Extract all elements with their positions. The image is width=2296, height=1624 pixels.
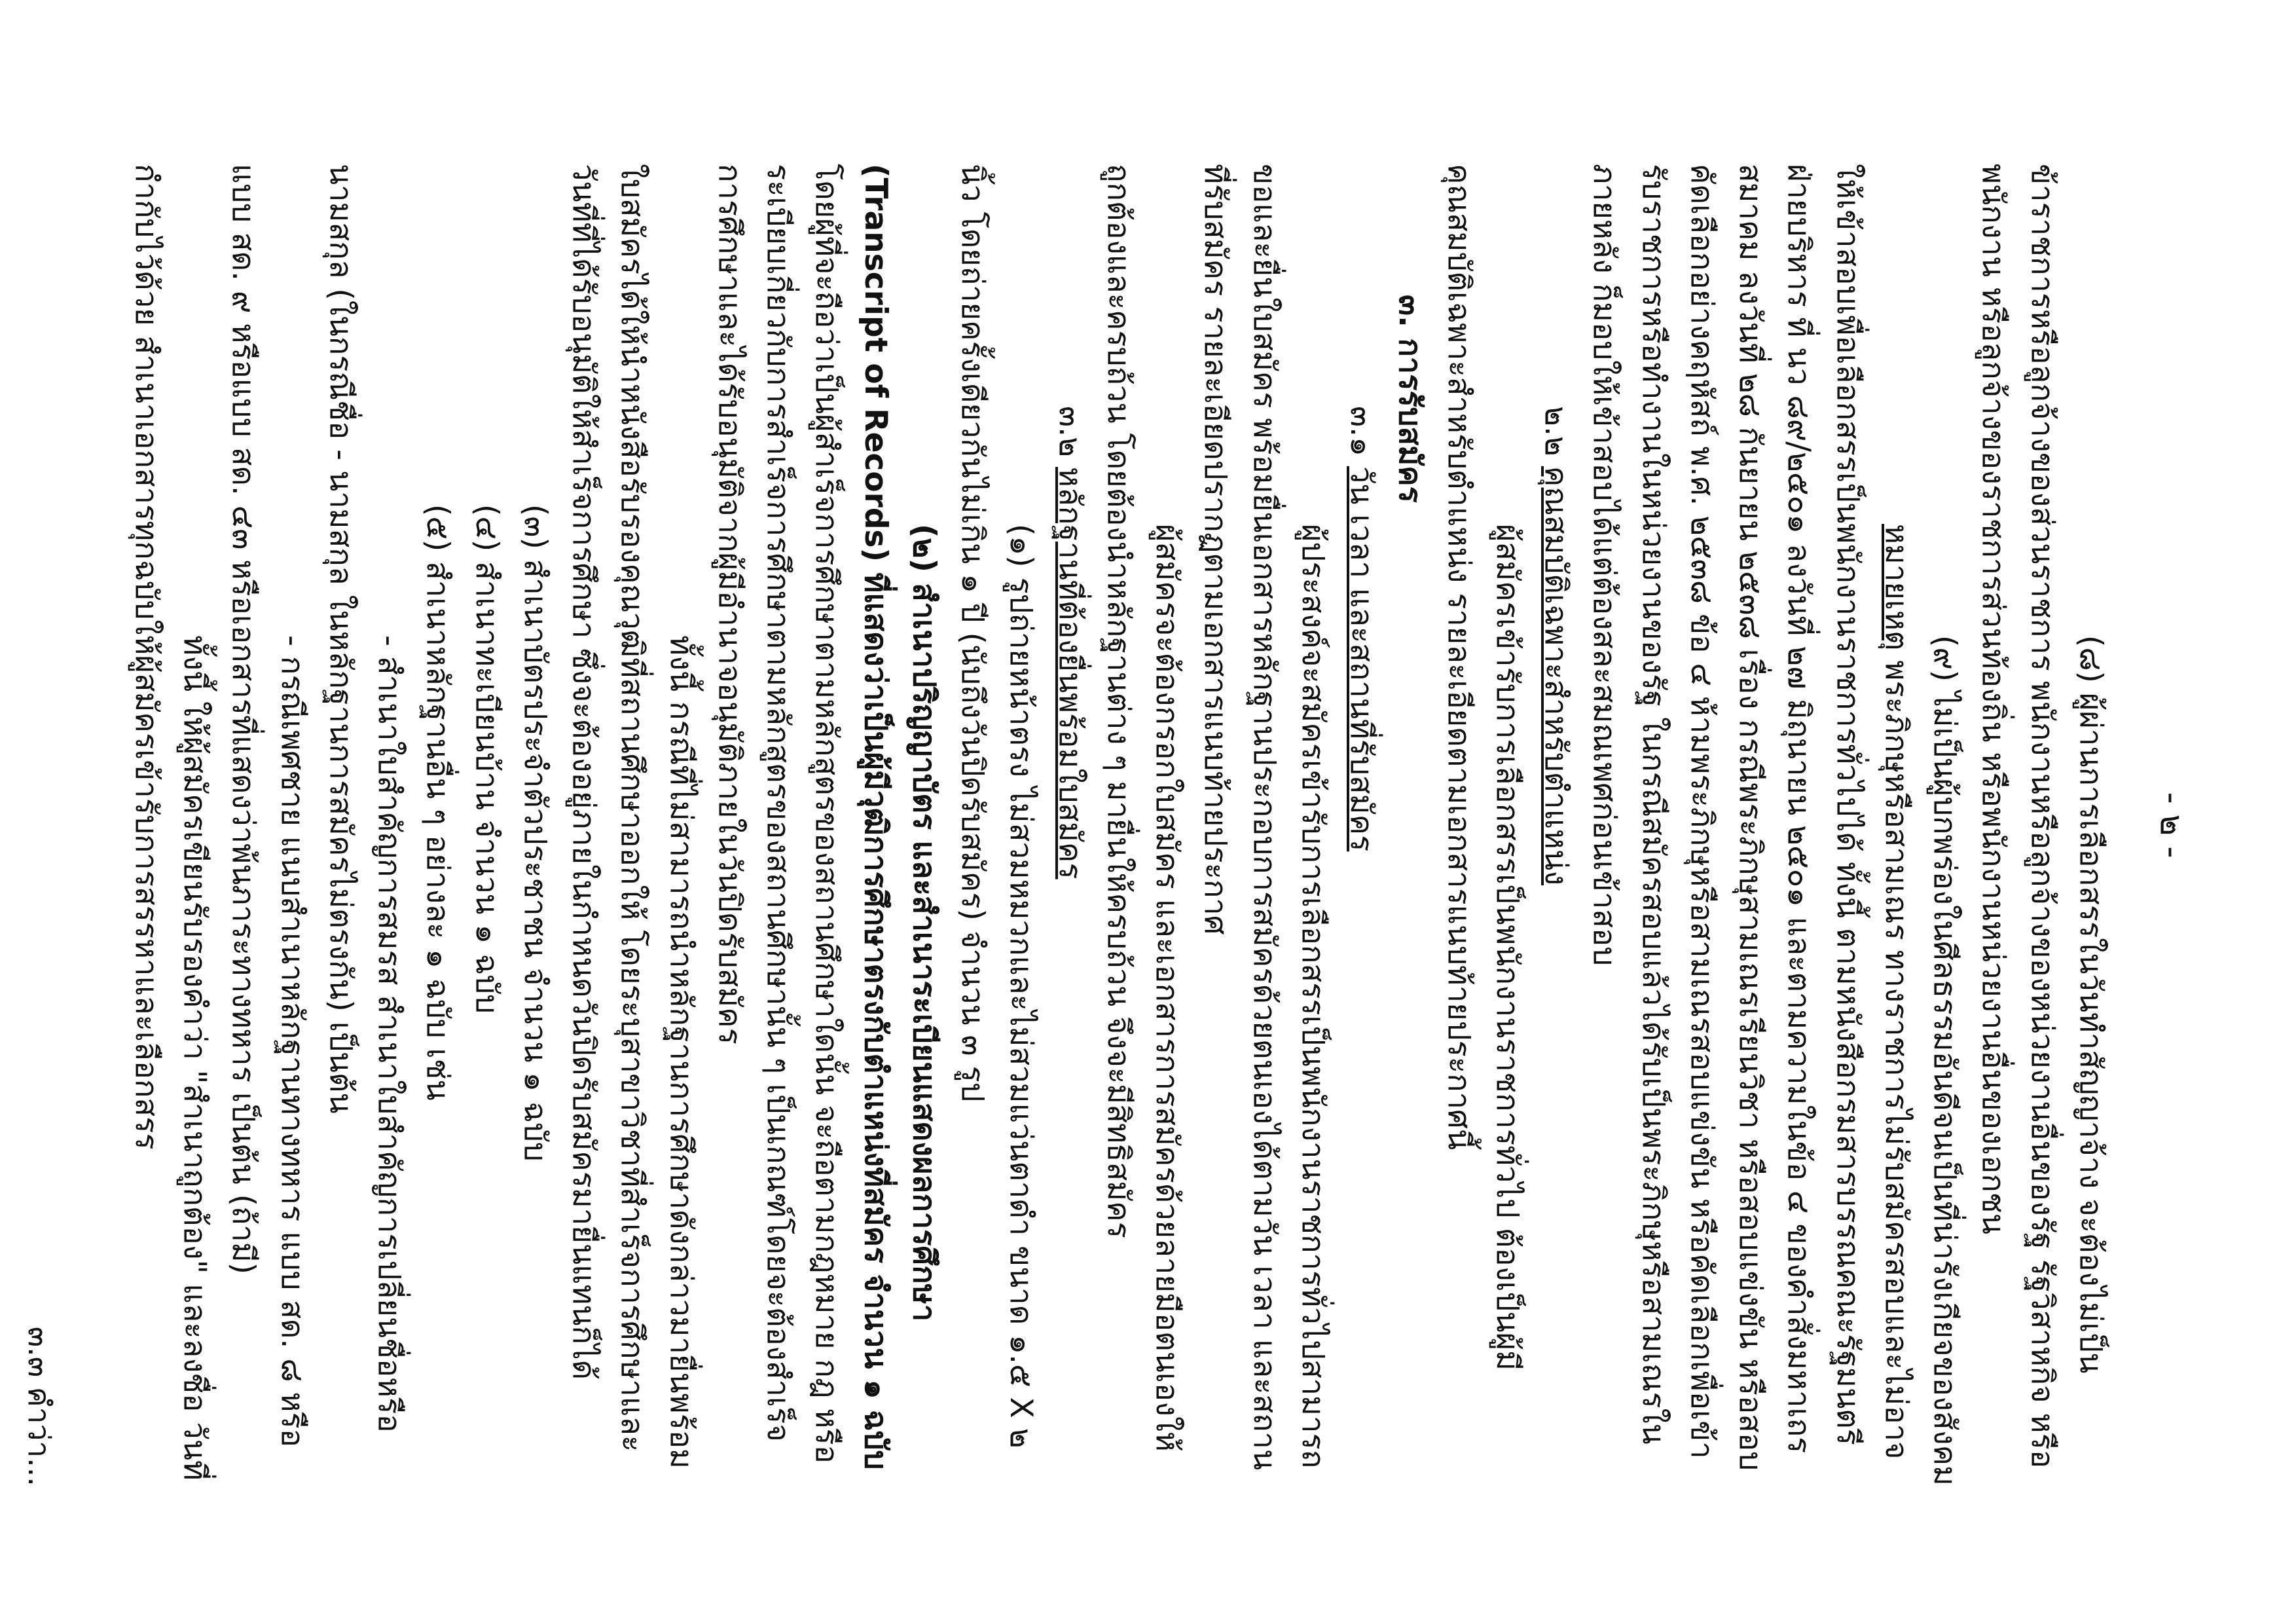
section-3-1-number: ๓.๑ [1343, 406, 1380, 456]
note-paragraph [1580, 164, 1920, 1486]
document-item-4: (๔) สำเนาทะเบียนบ้าน จำนวน ๑ ฉบับ [468, 504, 505, 1014]
section-2-2-title: คุณสมบัติเฉพาะสำหรับตำแหน่ง [1538, 466, 1575, 886]
document-item-1: (๑) รูปถ่ายหน้าตรง ไม่สวมหมวกและไม่สวมแว่นตาดำ ขนาด ๑.๕ X ๒ นิ้ว โดยถ่ายครั้งเดียวกันไม่เกิน ๑ ปี (นับถึงวันปิดรับสมัคร) จำนวน ๓ รูป [955, 164, 1040, 1449]
section-3-heading: ๓. การรับสมัคร [1392, 295, 1429, 503]
document-item-2 [705, 164, 948, 1486]
section-2-2-text: ผู้สมัครเข้ารับการเลือกสรรเป็นพนักงานราชการทั่วไป ต้องเป็นผู้มีคุณสมบัติเฉพาะสำหรับตำแหน่ง รายละเอียดตามเอกสารแนบท้ายประกาศนี้ [1440, 164, 1525, 1371]
paragraph-item-9: (๙) ไม่เป็นผู้บกพร่องในศีลธรรมอันดีจนเป็นที่น่ารังเกียจของสังคม [1927, 635, 1963, 1486]
note-label: หมายเหตุ [1878, 524, 1914, 651]
section-3-1-heading [1337, 164, 1385, 1486]
paragraph-item-8: (๘) ผู้ผ่านการเลือกสรรในวันทำสัญญาจ้าง จะต้องไม่เป็นข้าราชการหรือลูกจ้างของส่วนราชการ พนักงานหรือลูกจ้างของหน่วยงานอื่นของรัฐ รัฐวิสาหกิจ หรือพนักงาน หรือลูกจ้างของราชการส่วนท้องถิ่น หรือพนักงานหน่วยงานอื่นของเอกชน [1975, 164, 2109, 1469]
section-3-1-text-2: ผู้สมัครจะต้องกรอกใบสมัคร และเอกสารการสมัครด้วยลายมือตนเองให้ถูกต้องและครบถ้วน โดยต้องนำหลักฐานต่าง ๆ มายื่นให้ครบถ้วน จึงจะมีสิทธิสมัคร [1101, 164, 1186, 1452]
section-3-2-number: ๓.๒ [1051, 406, 1088, 458]
section-2-2-number: ๒.๒ [1538, 406, 1575, 456]
document-item-5-b: - กรณีเพศชาย แนบสำเนาหลักฐานทางทหาร แบบ สด. ๘ หรือแบบ สด. ๙ หรือแบบ สด. ๔๓ หรือเอกสารที่แสดงว่าพ้นภาระทางทหาร เป็นต้น (ถ้ามี) [225, 164, 310, 1447]
section-3-1-title: วัน เวลา และสถานที่รับสมัคร [1343, 466, 1380, 852]
section-3-2-title: หลักฐานที่ต้องยื่นพร้อมใบสมัคร [1051, 467, 1088, 879]
document-item-2-note: ทั้งนี้ กรณีที่ไม่สามารถนำหลักฐานการศึกษาดังกล่าวมายื่นพร้อมใบสมัครได้ให้นำหนังสือรับรองคุณวุฒิที่สถานศึกษาออกให้ โดยระบุสาขาวิชาที่สำเร็จการศึกษาและวันที่ที่ได้รับอนุมัติให้สำเร็จการศึกษา ซึ่งจะต้องอยู่ภายในกำหนดวันปิดรับสมัครมายื่นแทนก็ได้ [566, 164, 699, 1469]
document-item-5-note: ทั้งนี้ ให้ผู้สมัครเขียนรับรองคำว่า "สำเนาถูกต้อง" และลงชื่อ วันที่ กำกับไว้ด้วย สำเนาเอกสารทุกฉบับให้ผู้สมัครเข้ารับการสรรหาและเลือกสรร [128, 164, 213, 1481]
document-item-2-rest: โดยผู้ที่จะถือว่าเป็นผู้สำเร็จการศึกษาตามหลักสูตรของสถานศึกษาใดนั้น จะถือตามกฎหมาย กฎ หรือระเบียบเกี่ยวกับการสำเร็จการศึกษาตามหลักสูตรของสถานศึกษานั้น ๆ เป็นเกณฑ์โดยจะต้องสำเร็จการศึกษาและได้รับอนุมัติจากผู้มีอำนาจอนุมัติภายในวันปิดรับสมัคร [712, 164, 845, 1464]
section-3-1-text-1: ผู้ประสงค์จะสมัครเข้ารับการเลือกสรรเป็นพนักงานราชการทั่วไปสามารถขอและยื่นใบสมัคร พร้อมยื่นเอกสารหลักฐานประกอบการสมัครด้วยตนเองได้ตามวัน เวลา และสถานที่รับสมัคร รายละเอียดปรากฏตามเอกสารแนบท้ายประกาศ [1197, 164, 1331, 1471]
next-page-marker: ๓.๓ คำว่า... [21, 1326, 57, 1486]
page-number: - ๒ - [2153, 792, 2191, 858]
section-2-2-heading [1531, 164, 1580, 1486]
document-item-5-a: - สำเนาใบสำคัญการสมรส สำเนาใบสำคัญการเปลี่ยนชื่อหรือนามสกุล (ในกรณีชื่อ - นามสกุล ในหลักฐานการสมัครไม่ตรงกัน) เป็นต้น [323, 164, 408, 1433]
note-text: พระภิกษุหรือสามเณร ทางราชการไม่รับสมัครสอบและไม่อาจให้เข้าสอบเพื่อเลือกสรรเป็นพนักงานราชการทั่วไปได้ ทั้งนี้ ตามหนังสือกรมสารบรรณคณะรัฐมนตรีฝ่ายบริหาร ที่ นว ๘๙/๒๕๐๑ ลงวันที่ ๒๗ มิถุนายน ๒๕๐๑ และตามความในข้อ ๔ ของคำสั่งมหาเถรสมาคม ลงวันที่ ๒๘ กันยายน ๒๕๓๘ เรื่อง กรณีพระภิกษุสามเณรเรียนวิชา หรือสอบแข่งขัน หรือสอบคัดเลือกอย่างคฤหัสถ์ พ.ศ. ๒๕๓๘ ข้อ ๔ ห้ามพระภิกษุหรือสามเณรสอบแข่งขัน หรือคัดเลือกเพื่อเข้ารับราชการหรือทำงานในหน่วยงานของรัฐ ในกรณีสมัครสอบแล้วได้รับเป็นพระภิกษุหรือสามเณรในภายหลัง ก็มอบให้เข้าสอบได้แต่ต้องสละสมณเพศก่อนเข้าสอบ [1586, 164, 1914, 1471]
document-item-3: (๓) สำเนาบัตรประจำตัวประชาชน จำนวน ๑ ฉบับ [517, 504, 553, 1162]
document-item-2-bold: (๒) สำเนาปริญญาบัตร และสำเนาระเบียนแสดงผลการศึกษา (Transcript of Records) ที่แสดงว่าเป็นผู้มีวุฒิการศึกษาตรงกับตำแหน่งที่สมัคร จำนวน ๑ ฉบับ [857, 164, 942, 1470]
section-3-2-heading [1046, 164, 1094, 1486]
document-item-5: (๕) สำเนาหลักฐานอื่น ๆ อย่างละ ๑ ฉบับ เช่น [420, 504, 456, 1101]
